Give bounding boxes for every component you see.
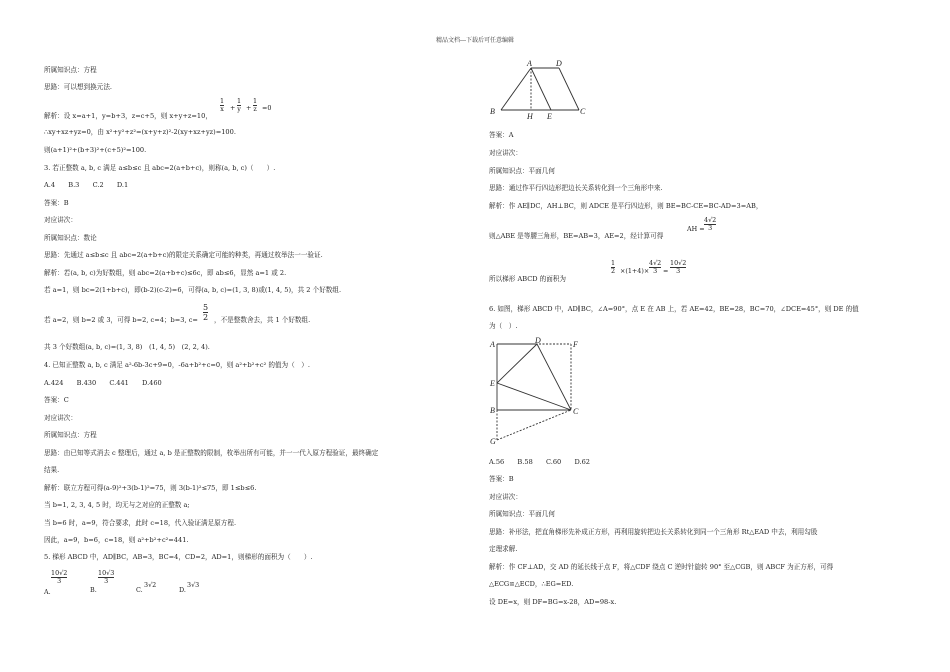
text-line: 为（ ）. — [489, 322, 518, 330]
label-C: C — [580, 107, 586, 116]
text-line: 所以梯形 ABCD 的面积为 — [489, 275, 567, 283]
label-E: E — [490, 379, 495, 388]
text-line: 解析：联立方程可得(a-9)²+3(b-1)²=75，则 3(b-1)²≤75，即 1≤b≤6. — [44, 484, 257, 492]
text-line: 思路：补形法，把直角梯形先补成正方形，再利用旋转把边长关系转化到同一个三角形 Rt△EAD 中去，利用勾股 — [489, 528, 818, 536]
text-line: 答案：A — [489, 131, 514, 139]
text-line: 对应讲次： — [489, 149, 522, 157]
text-line: 思路：先通过 a≤b≤c 且 abc=2(a+b+c)的限定关系确定可能的种类，再通过枚举法一一验证. — [44, 251, 323, 259]
text-line: 若 a=2，则 b=2 或 3，可得 b=2, c=4；b=3, c= — [44, 316, 198, 324]
label-H: H — [527, 112, 533, 120]
text-line: ，不是整数舍去，共 1 个好数组. — [214, 316, 311, 324]
label-A: A — [490, 340, 495, 349]
square-figure — [489, 336, 599, 448]
text-line: 答案：C — [44, 396, 69, 404]
text-line: 因此，a=9，b=6，c=18，则 a²+b²+c²=441. — [44, 536, 189, 544]
text-line: 则(a+1)²+(b+3)²+(c+5)²=100. — [44, 146, 147, 154]
label-D: D — [535, 336, 541, 345]
text-line: 结果. — [44, 466, 60, 474]
text-line: 当 b=1, 2, 3, 4, 5 时，均无与之对应的正整数 a; — [44, 501, 190, 509]
text-line: A.56 B.58 C.60 D.62 — [489, 458, 590, 466]
text-line: 对应讲次： — [44, 216, 77, 224]
text-line: 思路：由已知等式消去 c 整理后，通过 a, b 是正整数的限制，枚举出所有可能，并一一代入原方程验证，最终确定 — [44, 449, 379, 457]
text-line: 当 b=6 时，a=9，符合要求，此时 c=18，代入验证满足原方程. — [44, 519, 237, 527]
text-line: 思路：通过作平行四边形把边长关系转化到一个三角形中来. — [489, 184, 663, 192]
text-line: 解析：设 x=a+1，y=b+3，z=c+5，则 x+y+z=10， — [44, 112, 212, 120]
text-line: 设 DE=x，则 DF=BG=x-28，AD=98-x. — [489, 598, 617, 606]
text-line: 解析：作 AE∥DC，AH⊥BC，则 ADCE 是平行四边形，则 BE=BC-CE=BC-AD=3=AB， — [489, 202, 763, 210]
text-line: 答案：B — [489, 475, 514, 483]
text-line: A.4 B.3 C.2 D.1 — [44, 181, 129, 189]
text-line: 解析：若(a, b, c)为好数组，则 abc=2(a+b+c)≤6c，即 ab≤6，显然 a=1 或 2. — [44, 269, 287, 277]
label-A: A — [527, 59, 532, 68]
text-line: 定理求解. — [489, 545, 518, 553]
text-line: 所属知识点：平面几何 — [489, 167, 555, 175]
label-D: D — [556, 59, 562, 68]
text-line: 所属知识点：方程 — [44, 431, 97, 439]
label-G: G — [490, 437, 496, 446]
text-line: 则△ABE 是等腰三角形，BE=AB=3，AE=2，经计算可得 — [489, 232, 664, 240]
text-line: 若 a=1，则 bc=2(1+b+c)，即(b-2)(c-2)=6，可得(a, b, c)=(1, 3, 8)或(1, 4, 5)，共 2 个好数组. — [44, 286, 342, 294]
text-line: ∴xy+xz+yz=0，由 x²+y²+z²=(x+y+z)²-2(xy+xz+yz)=100. — [44, 128, 236, 136]
trapezoid-figure — [489, 58, 599, 120]
text-line: 思路：可以想到换元法. — [44, 83, 113, 91]
text-line: 6. 如图，梯形 ABCD 中，AD∥BC，∠A=90°，点 E 在 AB 上，若 AE=42，BE=28，BC=70，∠DCE=45°，则 DE 的值 — [489, 305, 859, 313]
text-line: A.424 B.430 C.441 D.460 — [44, 379, 162, 387]
label-B: B — [490, 406, 495, 415]
text-line: 解析：作 CF⊥AD，交 AD 的延长线于点 F，将△CDF 绕点 C 逆时针旋转 90° 至△CGB，则 ABCF 为正方形，可得 — [489, 563, 834, 571]
label-E: E — [547, 112, 552, 120]
text-line: 4. 已知正整数 a, b, c 满足 a²-6b-3c+9=0，-6a+b²+c=0，则 a²+b²+c² 的值为（ ）. — [44, 361, 310, 369]
text-line: 共 3 个好数组(a, b, c)=(1, 3, 8) (1, 4, 5) (2, 2, 4). — [44, 343, 210, 351]
text-line: 所属知识点：方程 — [44, 66, 97, 74]
text-line: 5. 梯形 ABCD 中，AD∥BC，AB=3，BC=4，CD=2，AD=1，则梯形的面积为（ ）. — [44, 553, 313, 561]
text-line: △ECG≌△ECD，∴EG=ED. — [489, 580, 574, 588]
text-line: 对应讲次： — [44, 414, 77, 422]
text-line: 3. 若正整数 a, b, c 满足 a≤b≤c 且 abc=2(a+b+c)，则称(a, b, c)（ ）. — [44, 164, 276, 172]
label-C: C — [573, 407, 579, 416]
text-line: 答案：B — [44, 199, 69, 207]
label-B: B — [490, 107, 495, 116]
label-F: F — [573, 340, 578, 349]
text-line: 所属知识点：平面几何 — [489, 510, 555, 518]
fraction-five-half: 5 2 — [203, 303, 209, 322]
text-line: 对应讲次： — [489, 493, 522, 501]
text-line: 所属知识点：数论 — [44, 234, 97, 242]
page-header: 精品文档---下载后可任意编辑 — [435, 37, 515, 44]
